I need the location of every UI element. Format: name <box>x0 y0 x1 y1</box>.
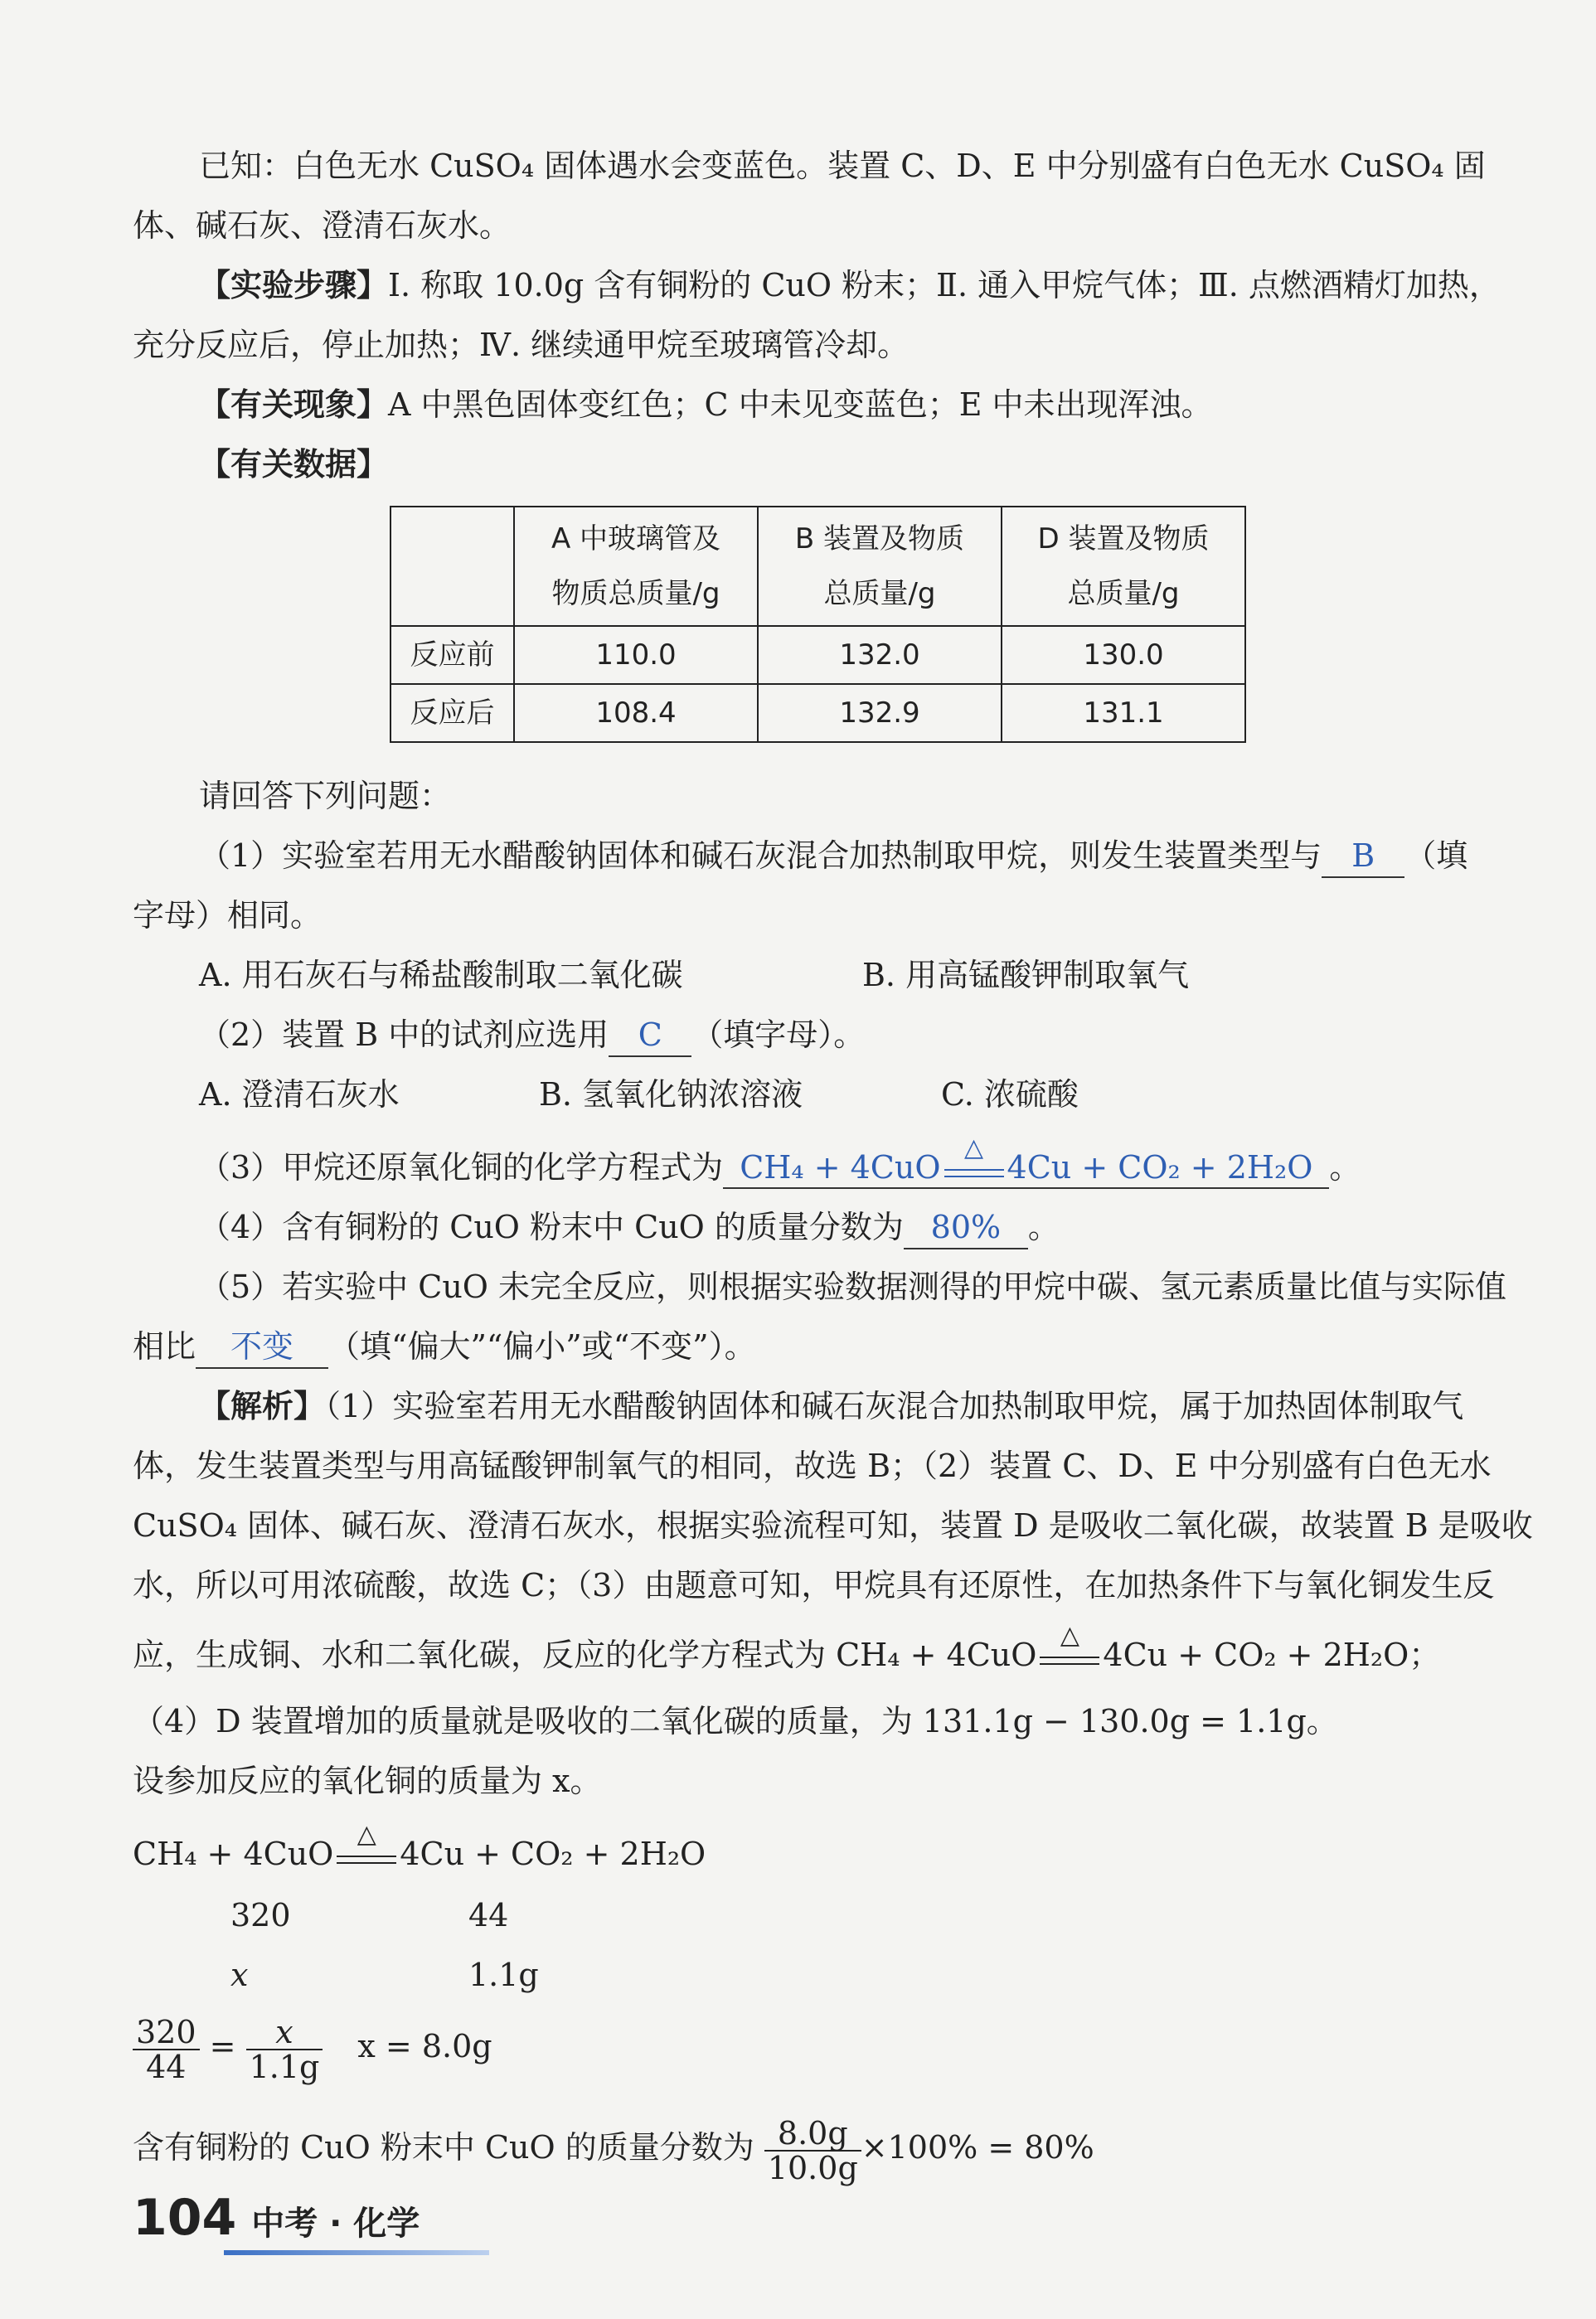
mass-cuo: 320 <box>230 1897 291 1933</box>
q3-answer: CH₄ + 4CuO △ 4Cu + CO₂ + 2H₂O <box>723 1148 1329 1189</box>
table-header-b: B 装置及物质 总质量/g <box>758 507 1002 626</box>
heat-equals-sign: △ <box>941 1154 1007 1187</box>
q2-option-a: A. 澄清石灰水 <box>199 1076 400 1113</box>
heat-equals-sign: △ <box>1036 1642 1103 1675</box>
q5-line-2: 相比 不变 （填“偏大”“偏小”或“不变”）。 <box>133 1317 1488 1376</box>
analysis-line-7: 设参加反应的氧化铜的质量为 x。 <box>133 1763 602 1799</box>
phenomena-line <box>199 375 1488 434</box>
row-label: 反应前 <box>391 626 514 684</box>
table-row <box>391 626 1245 684</box>
row-label: 反应后 <box>391 684 514 742</box>
phenomena-text: A 中黑色固体变红色；C 中未见变蓝色；E 中未出现浑浊。 <box>388 386 1213 423</box>
q2-option-b: B. 氢氧化钠浓溶液 <box>539 1076 803 1113</box>
q2-options <box>199 1065 1488 1124</box>
known-line-1: 已知：白色无水 CuSO₄ 固体遇水会变蓝色。装置 C、D、E 中分别盛有白色无水 CuSO₄ 固 <box>199 148 1486 184</box>
steps-text-1: Ⅰ. 称取 10.0g 含有铜粉的 CuO 粉末；Ⅱ. 通入甲烷气体；Ⅲ. 点燃酒精灯加热， <box>388 267 1501 303</box>
fraction-right: $\frac{x}{1.1g}$ <box>246 2016 323 2084</box>
page-number: 104 <box>133 2189 237 2247</box>
steps-line-2: 充分反应后，停止加热；Ⅳ. 继续通甲烷至玻璃管冷却。 <box>133 327 910 363</box>
q1-options <box>199 945 1488 1005</box>
analysis-line-6: （4）D 装置增加的质量就是吸收的二氧化碳的质量，为 131.1g − 130.0g = 1.1g。 <box>133 1703 1338 1739</box>
mass-co2: 44 <box>468 1897 509 1933</box>
equation: CH₄ + 4CuO △ 4Cu + CO₂ + 2H₂O <box>133 1819 706 1872</box>
table-cell: 110.0 <box>514 626 758 684</box>
steps-line-1 <box>199 255 1501 315</box>
q2-answer: C <box>609 1016 691 1057</box>
q2-option-c: C. 浓硫酸 <box>941 1076 1079 1113</box>
table-cell: 132.0 <box>758 626 1002 684</box>
phenomena-label: 【有关现象】 <box>199 386 389 423</box>
analysis-line-1: 【解析】（1）实验室若用无水醋酸钠固体和碱石灰混合加热制取甲烷，属于加热固体制取气 <box>199 1388 1464 1424</box>
fraction-left: $\frac{320}{44}$ <box>133 2016 200 2084</box>
proportion: $\frac{320}{44}$ = $\frac{x}{1.1g}$ x = 8.0g <box>133 2005 1488 2088</box>
q1-option-a: A. 用石灰石与稀盐酸制取二氧化碳 <box>199 957 683 993</box>
page-footer <box>133 2189 420 2247</box>
table-row <box>391 684 1245 742</box>
heat-equals-sign: △ <box>333 1841 400 1874</box>
q2-line: （2）装置 B 中的试剂应选用 C （填字母）。 <box>199 1005 1488 1065</box>
q1-line-2: 字母）相同。 <box>133 897 323 934</box>
q1-line-1: （1）实验室若用无水醋酸钠固体和碱石灰混合加热制取甲烷，则发生装置类型与 B （填 <box>199 826 1488 885</box>
data-table <box>390 506 1246 743</box>
fraction-final: $\frac{8.0g}{10.0g}$ <box>764 2117 861 2185</box>
steps-label: 【实验步骤】 <box>199 267 389 303</box>
q5-line-1: （5）若实验中 CuO 未完全反应，则根据实验数据测得的甲烷中碳、氢元素质量比值与实际值 <box>199 1269 1507 1305</box>
var-x: x <box>230 1957 249 1993</box>
footer-accent-bar <box>224 2250 489 2255</box>
table-header-row <box>391 507 1245 626</box>
q5-answer: 不变 <box>196 1327 328 1369</box>
prompt: 请回答下列问题： <box>199 778 452 814</box>
table-header-a: A 中玻璃管及 物质总质量/g <box>514 507 758 626</box>
analysis-line-3: CuSO₄ 固体、碱石灰、澄清石灰水，根据实验流程可知，装置 D 是吸收二氧化碳，故装置 B 是吸收 <box>133 1507 1533 1544</box>
table-cell: 132.9 <box>758 684 1002 742</box>
q3-line: （3）甲烷还原氧化铜的化学方程式为 CH₄ + 4CuO △ 4Cu + CO₂ + 2H₂O 。 <box>199 1138 1488 1197</box>
book-title: 中考 · 化学 <box>251 2205 420 2243</box>
table-cell: 108.4 <box>514 684 758 742</box>
final-line: 含有铜粉的 CuO 粉末中 CuO 的质量分数为 $\frac{8.0g}{10.0g}$ ×100% = 80% <box>133 2114 1094 2186</box>
table-header-d: D 装置及物质 总质量/g <box>1002 507 1245 626</box>
table-cell: 131.1 <box>1002 684 1245 742</box>
analysis-label: 【解析】 <box>199 1388 326 1424</box>
analysis-line-5: 应，生成铜、水和二氧化碳，反应的化学方程式为 CH₄ + 4CuO △ 4Cu + CO₂ + 2H₂O； <box>133 1620 1441 1673</box>
analysis-line-4: 水，所以可用浓硫酸，故选 C；（3）由题意可知，甲烷具有还原性，在加热条件下与氧化铜发生反 <box>133 1567 1495 1603</box>
data-label: 【有关数据】 <box>199 446 389 483</box>
q4-line: （4）含有铜粉的 CuO 粉末中 CuO 的质量分数为 80% 。 <box>199 1197 1488 1257</box>
table-corner-cell <box>391 507 514 626</box>
q4-answer: 80% <box>904 1208 1028 1249</box>
result: x = 8.0g <box>357 2028 492 2064</box>
q1-option-b: B. 用高锰酸钾制取氧气 <box>862 957 1190 993</box>
known-line-2: 体、碱石灰、澄清石灰水。 <box>133 207 512 244</box>
q1-answer: B <box>1322 837 1404 878</box>
analysis-line-2: 体，发生装置类型与用高锰酸钾制氧气的相同，故选 B；（2）装置 C、D、E 中分别盛有白色无水 <box>133 1448 1492 1484</box>
co2-mass: 1.1g <box>468 1957 539 1993</box>
table-cell: 130.0 <box>1002 626 1245 684</box>
